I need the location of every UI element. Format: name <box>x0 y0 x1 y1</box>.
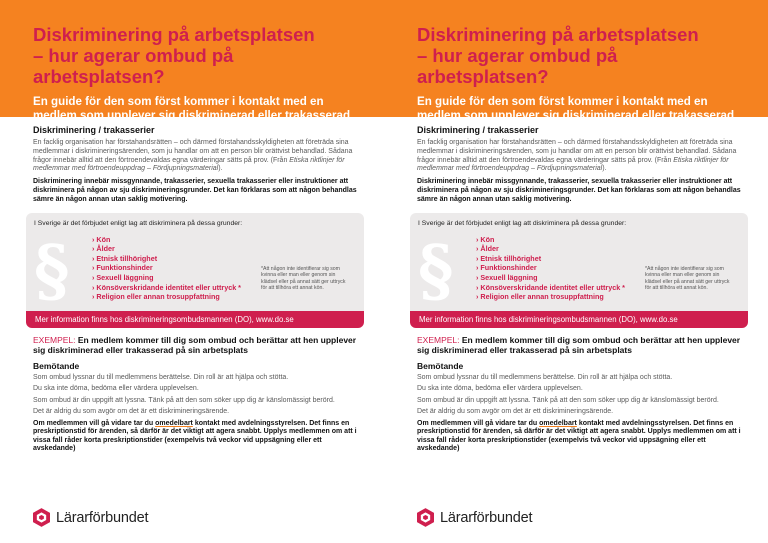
logo-text: Lärarförbundet <box>56 509 149 526</box>
treatment-paragraph: Det är aldrig du som avgör om det är ett diskrimineringsärende. <box>417 408 614 416</box>
example-label: EXEMPEL: <box>417 334 460 345</box>
section-heading-treatment: Bemötande <box>417 360 464 371</box>
ground-item: › Ålder <box>476 244 499 254</box>
treatment-paragraph: Du ska inte döma, bedöma eller värdera upplevelsen. <box>33 385 199 393</box>
section-intro-text <box>417 139 748 174</box>
intro-text-source: Etiska riktlinjer för medlemmar med förtroendeuppdrag – Fördjupningsmaterial <box>33 156 345 173</box>
page-content <box>384 117 768 454</box>
action-text-underlined: omedelbart <box>539 419 577 427</box>
ground-item: › Kön <box>476 234 495 244</box>
action-paragraph <box>33 420 364 454</box>
page-content <box>0 117 384 454</box>
treatment-paragraph: Som ombud är din uppgift att lyssna. Tänk på att den som söker upp dig är känslomässigt berörd. <box>417 396 719 404</box>
footnote: *Att någon inte identifierar sig som kvinna eller man eller genom sin klädsel eller på annat sätt ger uttryck för att tillhöra ett annat kön. <box>261 265 346 292</box>
ground-item: › Funktionshinder <box>92 263 153 273</box>
ground-item: › Kön <box>92 234 111 244</box>
section-intro-text <box>33 139 364 174</box>
subtitle-line-2: medlem som upplever sig diskriminerad eller trakasserad. <box>33 109 354 122</box>
action-text-a: Om medlemmen vill gå vidare tar du <box>33 419 156 427</box>
action-text-b: kontakt med avdelningsstyrelsen. Det finns en preskriptionstid för ärenden, så därför är det viktigt att agera snabbt. Upplys medlemmen om att i vissa fall råder korta preskriptionstider (exempelvis två veckor vid uppsägning eller ett avskedande) <box>417 419 741 453</box>
ground-item: › Könsöverskridande identitet eller uttryck * <box>476 282 625 292</box>
definition-text: Diskriminering innebär missgynnande, trakasserier, sexuella trakasserier eller instruktioner att diskriminera på någon av sju diskrimineringsgrunder. Det kan förklaras som att någon behandlas sämre än någon annan utan saklig motivering. <box>33 178 357 203</box>
ground-item: › Sexuell läggning <box>476 272 538 282</box>
grounds-list <box>476 235 625 302</box>
grounds-list <box>92 235 241 302</box>
grounds-box <box>26 213 364 311</box>
subtitle-line-1: En guide för den som först kommer i kontakt med en <box>417 95 708 108</box>
paragraph-symbol-icon: § <box>34 230 70 311</box>
ground-item: › Könsöverskridande identitet eller uttryck * <box>92 282 241 292</box>
treatment-paragraph: Som ombud lyssnar du till medlemmens berättelse. Din roll är att hjälpa och stötta. <box>33 373 289 381</box>
example-text: En medlem kommer till dig som ombud och berättar att hen upplever sig diskriminerad eller trakasserad på sin arbetsplats <box>417 334 741 356</box>
logo <box>417 508 532 527</box>
logo <box>33 508 148 527</box>
action-text-underlined: omedelbart <box>155 419 193 427</box>
page-subtitle <box>417 95 748 123</box>
more-info-bar: Mer information finns hos diskrimineringsombudsmannen (DO), www.do.se <box>410 311 748 328</box>
section-heading-discrimination: Diskriminering / trakasserier <box>417 125 539 135</box>
section-heading-discrimination: Diskriminering / trakasserier <box>33 125 155 135</box>
header-banner <box>0 0 384 122</box>
example-heading <box>33 335 364 356</box>
title-line-1: Diskriminering på arbetsplatsen <box>417 24 699 45</box>
grounds-intro: I Sverige är det förbjudet enligt lag att diskriminera på dessa grunder: <box>34 219 243 227</box>
treatment-paragraph: Som ombud är din uppgift att lyssna. Tänk på att den som söker upp dig är känslomässigt berörd. <box>33 396 335 404</box>
page-title <box>33 24 364 87</box>
page-title <box>417 24 748 87</box>
page-subtitle <box>33 95 364 123</box>
logo-text: Lärarförbundet <box>440 509 533 526</box>
subtitle-line-1: En guide för den som först kommer i kontakt med en <box>33 95 324 108</box>
paragraph-symbol-icon: § <box>418 230 454 311</box>
example-text: En medlem kommer till dig som ombud och berättar att hen upplever sig diskriminerad eller trakasserad på sin arbetsplats <box>33 334 357 356</box>
leaflet-page-right <box>384 0 768 543</box>
laerarfoerbundet-logo-icon <box>33 508 50 527</box>
treatment-paragraph: Som ombud lyssnar du till medlemmens berättelse. Din roll är att hjälpa och stötta. <box>417 373 673 381</box>
example-heading <box>417 335 748 356</box>
intro-text-main: En facklig organisation har förstahandsrätten – och därmed förstahandsskyldigheten att företräda sina medlemmar i diskrimineringsärenden, som ju handlar om att en person blir orättvist behandlad. Sådana frågor innebär alltid att den förtroendevaldas egna värderingar sätts på prov. (Från <box>417 139 737 164</box>
header-banner <box>384 0 768 122</box>
action-text-b: kontakt med avdelningsstyrelsen. Det finns en preskriptionstid för ärenden, så därför är det viktigt att agera snabbt. Upplys medlemmen om att i vissa fall råder korta preskriptionstider (exempelvis två veckor vid uppsägning eller ett avskedande) <box>33 419 357 453</box>
footnote: *Att någon inte identifierar sig som kvinna eller man eller genom sin klädsel eller på annat sätt ger uttryck för att tillhöra ett annat kön. <box>645 265 730 292</box>
ground-item: › Religion eller annan trosuppfattning <box>476 292 604 302</box>
action-text-a: Om medlemmen vill gå vidare tar du <box>417 419 540 427</box>
title-line-1: Diskriminering på arbetsplatsen <box>33 24 315 45</box>
laerarfoerbundet-logo-icon <box>417 508 434 527</box>
intro-text-end: ). <box>218 165 223 173</box>
grounds-box <box>410 213 748 311</box>
grounds-intro: I Sverige är det förbjudet enligt lag att diskriminera på dessa grunder: <box>418 219 627 227</box>
title-line-2: – hur agerar ombud på arbetsplatsen? <box>417 45 618 87</box>
intro-text-end: ). <box>602 165 607 173</box>
title-line-2: – hur agerar ombud på arbetsplatsen? <box>33 45 234 87</box>
section-heading-treatment: Bemötande <box>33 360 80 371</box>
ground-item: › Etnisk tillhörighet <box>476 253 542 263</box>
ground-item: › Religion eller annan trosuppfattning <box>92 292 220 302</box>
treatment-paragraph: Du ska inte döma, bedöma eller värdera upplevelsen. <box>417 385 583 393</box>
ground-item: › Funktionshinder <box>476 263 537 273</box>
intro-text-source: Etiska riktlinjer för medlemmar med förtroendeuppdrag – Fördjupningsmaterial <box>417 156 729 173</box>
treatment-paragraph: Det är aldrig du som avgör om det är ett diskrimineringsärende. <box>33 408 230 416</box>
ground-item: › Sexuell läggning <box>92 272 154 282</box>
more-info-bar: Mer information finns hos diskrimineringsombudsmannen (DO), www.do.se <box>26 311 364 328</box>
subtitle-line-2: medlem som upplever sig diskriminerad eller trakasserad. <box>417 109 738 122</box>
definition-text: Diskriminering innebär missgynnande, trakasserier, sexuella trakasserier eller instruktioner att diskriminera på någon av sju diskrimineringsgrunder. Det kan förklaras som att någon behandlas sämre än någon annan utan saklig motivering. <box>417 178 741 203</box>
ground-item: › Ålder <box>92 244 115 254</box>
intro-text-main: En facklig organisation har förstahandsrätten – och därmed förstahandsskyldigheten att företräda sina medlemmar i diskrimineringsärenden, som ju handlar om att en person blir orättvist behandlad. Sådana frågor innebär alltid att den förtroendevaldas egna värderingar sätts på prov. (Från <box>33 139 353 164</box>
example-label: EXEMPEL: <box>33 334 76 345</box>
ground-item: › Etnisk tillhörighet <box>92 253 158 263</box>
action-paragraph <box>417 420 748 454</box>
